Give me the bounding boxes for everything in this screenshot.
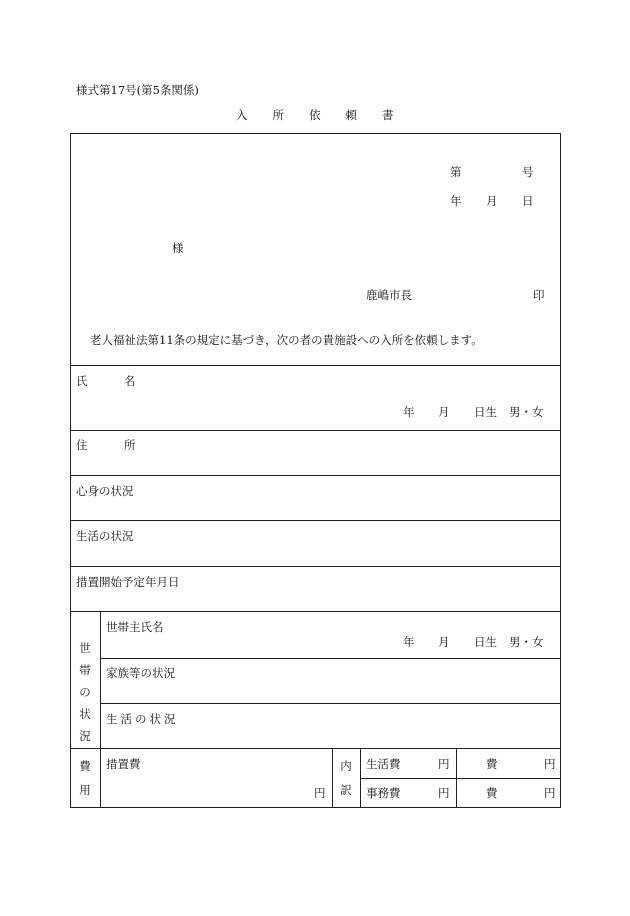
date-year: 年	[450, 194, 462, 208]
name-label-1: 氏	[76, 374, 88, 388]
date-day: 日	[522, 194, 534, 208]
household-section-label: 世 帯 の 状 況	[79, 641, 91, 743]
birth-day: 日生	[474, 405, 497, 419]
issuer: 鹿嶋市長	[366, 288, 412, 302]
measure-cost-unit: 円	[314, 786, 326, 800]
gender: 男・女	[509, 405, 544, 419]
living-cost-sub-label: 費	[486, 757, 498, 771]
household-living-label: 生活の状況	[106, 712, 179, 726]
office-cost-label: 事務費	[366, 786, 401, 800]
number-label-prefix: 第	[450, 165, 462, 179]
household-head-label: 世帯主氏名	[106, 620, 164, 634]
living-condition-label: 生活の状況	[76, 529, 134, 543]
office-cost-sub-unit: 円	[544, 786, 556, 800]
household-birth-day: 日生	[474, 635, 497, 649]
household-birth-month: 月	[438, 635, 450, 649]
address-label-2: 所	[124, 438, 136, 452]
household-gender: 男・女	[509, 635, 544, 649]
measure-cost-label: 措置費	[106, 757, 141, 771]
office-cost-unit: 円	[438, 786, 450, 800]
household-birth-year: 年	[403, 635, 415, 649]
seal-mark: 印	[533, 288, 545, 302]
living-cost-unit: 円	[438, 757, 450, 771]
document-title: 入所依頼書	[236, 108, 419, 122]
date-month: 月	[486, 194, 498, 208]
mental-physical-label: 心身の状況	[76, 484, 134, 498]
birth-month: 月	[438, 405, 450, 419]
form-number: 様式第17号(第5条関係)	[76, 83, 199, 97]
address-label-1: 住	[76, 438, 88, 452]
cost-section-label: 費 用	[79, 759, 91, 797]
addressee-honorific: 様	[172, 241, 184, 255]
start-date-label: 措置開始予定年月日	[76, 575, 180, 589]
family-status-label: 家族等の状況	[106, 666, 175, 680]
name-label-2: 名	[124, 374, 136, 388]
living-cost-label: 生活費	[366, 757, 401, 771]
number-label-suffix: 号	[522, 165, 534, 179]
living-cost-sub-unit: 円	[544, 757, 556, 771]
birth-year: 年	[403, 405, 415, 419]
request-statement: 老人福祉法第11条の規定に基づき，次の者の貴施設への入所を依頼します。	[90, 333, 483, 347]
office-cost-sub-label: 費	[486, 786, 498, 800]
breakdown-label: 内 訳	[340, 759, 352, 797]
